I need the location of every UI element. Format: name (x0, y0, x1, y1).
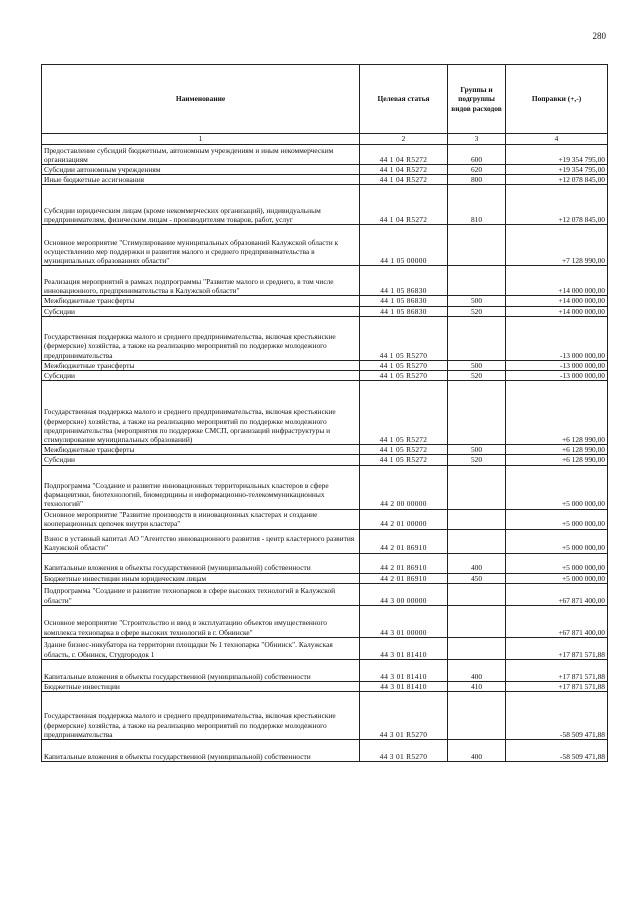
table-row (42, 175, 608, 185)
row-amendment: -13 000 000,00 (506, 360, 608, 370)
row-expense-group: 450 (448, 573, 506, 583)
row-name: Основное мероприятие "Стимулирование муниципальных образований Калужской области к осуществлению мер поддержки и развития малого и среднего предпринимательства в муниципальных образованиях области" (42, 225, 360, 266)
row-target-article: 44 3 01 R5270 (360, 740, 448, 762)
row-expense-group (448, 316, 506, 360)
row-target-article: 44 1 05 86830 (360, 296, 448, 306)
header-expense-groups: Группы и подгруппы видов расходов (448, 65, 506, 134)
row-name: Здание бизнес-инкубатора на территории площадки № 1 технопарка "Обнинск". Калужская область, г. Обнинск, Студгородок 1 (42, 637, 360, 659)
row-amendment: +14 000 000,00 (506, 266, 608, 296)
table-row (42, 371, 608, 381)
row-amendment: +14 000 000,00 (506, 296, 608, 306)
table-row (42, 681, 608, 691)
row-expense-group (448, 465, 506, 509)
row-expense-group: 520 (448, 306, 506, 316)
column-index: 3 (448, 134, 506, 145)
row-target-article: 44 1 04 R5272 (360, 185, 448, 225)
table-row (42, 445, 608, 455)
row-expense-group: 800 (448, 175, 506, 185)
row-expense-group: 500 (448, 296, 506, 306)
row-target-article: 44 1 05 R5270 (360, 360, 448, 370)
row-amendment: +12 078 845,00 (506, 185, 608, 225)
row-amendment: +5 000 000,00 (506, 509, 608, 529)
row-name: Межбюджетные трансферты (42, 296, 360, 306)
row-target-article: 44 1 05 R5272 (360, 445, 448, 455)
row-expense-group (448, 225, 506, 266)
row-target-article: 44 3 01 81410 (360, 637, 448, 659)
row-expense-group: 500 (448, 445, 506, 455)
row-name: Субсидии (42, 306, 360, 316)
row-target-article: 44 1 05 86830 (360, 306, 448, 316)
row-name: Субсидии (42, 371, 360, 381)
row-target-article: 44 3 01 81410 (360, 659, 448, 681)
row-amendment: -13 000 000,00 (506, 316, 608, 360)
row-name: Основное мероприятие "Строительство и ввод в эксплуатацию объектов имущественного комплекса технопарка в сфере высоких технологий в г. Обнинске" (42, 605, 360, 637)
row-amendment: +12 078 845,00 (506, 175, 608, 185)
row-target-article: 44 1 05 R5272 (360, 455, 448, 465)
row-amendment: +6 128 990,00 (506, 381, 608, 445)
row-target-article: 44 2 01 00000 (360, 509, 448, 529)
row-name: Основное мероприятие "Развитие производств в инновационных кластерах и создание кооперационных цепочек внутри кластера" (42, 509, 360, 529)
table-row (42, 529, 608, 553)
row-name: Капитальные вложения в объекты государственной (муниципальной) собственности (42, 740, 360, 762)
row-amendment: +19 354 795,00 (506, 165, 608, 175)
row-target-article: 44 1 04 R5272 (360, 165, 448, 175)
row-target-article: 44 3 00 00000 (360, 583, 448, 605)
budget-amendments-table (41, 64, 608, 762)
row-name: Бюджетные инвестиции иным юридическим лицам (42, 573, 360, 583)
row-name: Субсидии юридическим лицам (кроме некоммерческих организаций), индивидуальным предпринимателям, физическим лицам - производителям товаров, работ, услуг (42, 185, 360, 225)
row-amendment: +17 871 571,88 (506, 681, 608, 691)
row-name: Субсидии автономным учреждениям (42, 165, 360, 175)
row-expense-group: 620 (448, 165, 506, 175)
row-target-article: 44 1 05 R5272 (360, 381, 448, 445)
table-row (42, 266, 608, 296)
row-name: Взнос в уставный капитал АО "Агентство инновационного развития - центр кластерного развития Калужской области" (42, 529, 360, 553)
row-target-article: 44 1 05 00000 (360, 225, 448, 266)
row-expense-group: 520 (448, 455, 506, 465)
table-row (42, 692, 608, 740)
row-amendment: +5 000 000,00 (506, 553, 608, 573)
row-name: Субсидии (42, 455, 360, 465)
table-row (42, 145, 608, 165)
table-row (42, 306, 608, 316)
row-expense-group: 500 (448, 360, 506, 370)
row-amendment: +5 000 000,00 (506, 529, 608, 553)
row-amendment: +14 000 000,00 (506, 306, 608, 316)
row-name: Межбюджетные трансферты (42, 445, 360, 455)
row-amendment: +5 000 000,00 (506, 573, 608, 583)
row-expense-group (448, 381, 506, 445)
table-row (42, 360, 608, 370)
table-row (42, 296, 608, 306)
row-target-article: 44 2 01 86910 (360, 553, 448, 573)
row-name: Бюджетные инвестиции (42, 681, 360, 691)
row-expense-group (448, 605, 506, 637)
row-expense-group (448, 583, 506, 605)
header-target-article: Целевая статья (360, 65, 448, 134)
row-name: Межбюджетные трансферты (42, 360, 360, 370)
row-expense-group (448, 509, 506, 529)
table-row (42, 465, 608, 509)
table-row (42, 316, 608, 360)
row-name: Иные бюджетные ассигнования (42, 175, 360, 185)
row-amendment: -58 509 471,88 (506, 692, 608, 740)
row-name: Государственная поддержка малого и среднего предпринимательства, включая крестьянские (фермерские) хозяйства, а также на реализацию мероприятий по поддержке молодежного предпринимательства (мероприятия по поддержке СМСП, организаций инфраструктуры и стимулирование муниципальных образований) (42, 381, 360, 445)
row-amendment: +19 354 795,00 (506, 145, 608, 165)
row-amendment: -13 000 000,00 (506, 371, 608, 381)
row-amendment: +6 128 990,00 (506, 455, 608, 465)
header-amendments: Поправки (+,-) (506, 65, 608, 134)
page-number: 280 (592, 31, 606, 41)
row-target-article: 44 2 01 86910 (360, 529, 448, 553)
row-name: Реализация мероприятий в рамках подпрограммы "Развитие малого и среднего, в том числе инновационного, предпринимательства в Калужской области" (42, 266, 360, 296)
row-expense-group: 400 (448, 740, 506, 762)
row-target-article: 44 3 01 81410 (360, 681, 448, 691)
row-target-article: 44 1 05 86830 (360, 266, 448, 296)
table-row (42, 637, 608, 659)
table-header-row (42, 65, 608, 134)
table-row (42, 583, 608, 605)
row-expense-group (448, 692, 506, 740)
table-row (42, 225, 608, 266)
header-name: Наименование (42, 65, 360, 134)
table-row (42, 659, 608, 681)
row-amendment: +17 871 571,88 (506, 637, 608, 659)
row-target-article: 44 1 05 R5270 (360, 316, 448, 360)
row-name: Капитальные вложения в объекты государственной (муниципальной) собственности (42, 553, 360, 573)
table-row (42, 185, 608, 225)
row-name: Подпрограмма "Создание и развитие технопарков в сфере высоких технологий в Калужской области" (42, 583, 360, 605)
row-target-article: 44 1 05 R5270 (360, 371, 448, 381)
row-expense-group (448, 637, 506, 659)
row-target-article: 44 3 01 00000 (360, 605, 448, 637)
row-amendment: +7 128 990,00 (506, 225, 608, 266)
column-index: 1 (42, 134, 360, 145)
row-amendment: +67 871 400,00 (506, 605, 608, 637)
row-target-article: 44 2 01 86910 (360, 573, 448, 583)
row-expense-group: 400 (448, 659, 506, 681)
row-expense-group: 400 (448, 553, 506, 573)
row-amendment: +67 871 400,00 (506, 583, 608, 605)
row-name: Государственная поддержка малого и среднего предпринимательства, включая крестьянские (фермерские) хозяйства, а также на реализацию мероприятий по поддержке молодежного предпринимательства (42, 692, 360, 740)
row-name: Подпрограмма "Создание и развитие инновационных территориальных кластеров в сфере фармацевтики, биотехнологий, биомедицины и информационно-телекоммуникационных технологий" (42, 465, 360, 509)
row-expense-group: 410 (448, 681, 506, 691)
row-target-article: 44 3 01 R5270 (360, 692, 448, 740)
row-expense-group: 810 (448, 185, 506, 225)
row-expense-group: 520 (448, 371, 506, 381)
table-row (42, 509, 608, 529)
row-target-article: 44 2 00 00000 (360, 465, 448, 509)
row-target-article: 44 1 04 R5272 (360, 175, 448, 185)
table-row (42, 455, 608, 465)
row-name: Государственная поддержка малого и среднего предпринимательства, включая крестьянские (фермерские) хозяйства, а также на реализацию мероприятий по поддержке молодежного предпринимательства (42, 316, 360, 360)
table-row (42, 381, 608, 445)
column-index: 4 (506, 134, 608, 145)
row-target-article: 44 1 04 R5272 (360, 145, 448, 165)
table-row (42, 165, 608, 175)
column-index: 2 (360, 134, 448, 145)
table-row (42, 605, 608, 637)
table-row (42, 573, 608, 583)
row-expense-group: 600 (448, 145, 506, 165)
table-row (42, 553, 608, 573)
row-expense-group (448, 529, 506, 553)
row-name: Предоставление субсидий бюджетным, автономным учреждениям и иным некоммерческим организациям (42, 145, 360, 165)
table-row (42, 740, 608, 762)
row-amendment: +6 128 990,00 (506, 445, 608, 455)
column-index-row (42, 134, 608, 145)
row-name: Капитальные вложения в объекты государственной (муниципальной) собственности (42, 659, 360, 681)
row-amendment: -58 509 471,88 (506, 740, 608, 762)
row-amendment: +17 871 571,88 (506, 659, 608, 681)
row-amendment: +5 000 000,00 (506, 465, 608, 509)
row-expense-group (448, 266, 506, 296)
